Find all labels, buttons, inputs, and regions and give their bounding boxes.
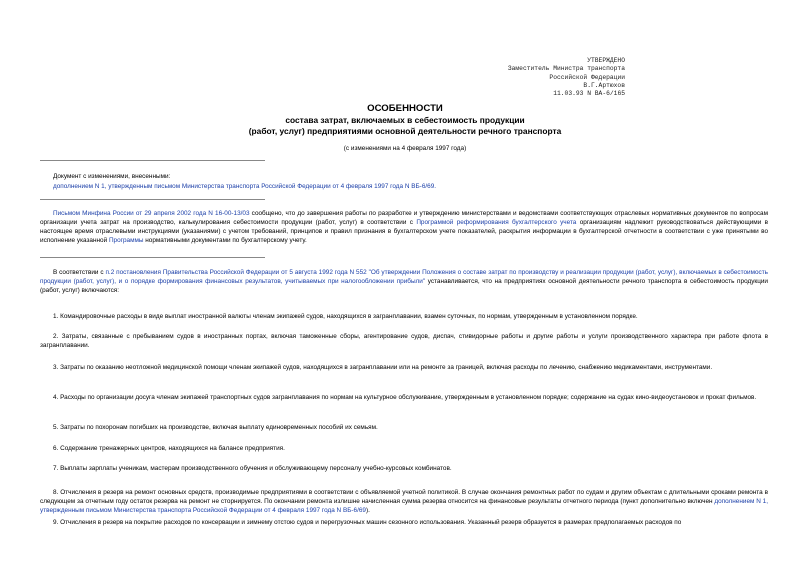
title-heading: ОСОБЕННОСТИ <box>367 103 443 114</box>
changes-intro: Документ с изменениями, внесенными: <box>53 173 171 180</box>
divider <box>40 160 265 161</box>
reform-program-link[interactable]: Программой реформирования бухгалтерского учета <box>416 219 577 227</box>
list-item: 2. Затраты, связанные с пребыванием судов в иностранных портах, включая таможенные сборы, агентирование судов, диспач, стивидорные работы и другие работы и услуги производственного характера при работе флота в загранплавании. <box>40 333 768 350</box>
list-item: 6. Содержание тренажерных центров, находящихся на балансе предприятия. <box>53 445 285 452</box>
title-subline-2: (работ, услуг) предприятиями основной деятельности речного транспорта <box>248 126 562 136</box>
document-title <box>40 103 770 138</box>
list-item: 7. Выплаты зарплаты ученикам, мастерам производственного обучения и обслуживающему персоналу учебно-курсовых комбинатов. <box>53 465 452 472</box>
edition-note: (с изменениями на 4 февраля 1997 года) <box>343 145 467 152</box>
intro-paragraph <box>40 268 768 295</box>
list-item: 3. Затраты по оказанию неотложной медицинской помощи членам экипажей судов, находящихся в загранплавании или на ремонте за границей, включая расходы по лечению, снабжению медикаментами, инструментами. <box>53 364 713 371</box>
approval-country: Российской Федерации <box>549 73 625 81</box>
title-subline-1: состава затрат, включаемых в себестоимость продукции <box>285 114 525 125</box>
divider <box>40 257 265 258</box>
approval-stamp <box>470 57 625 98</box>
program-link[interactable]: Программы <box>108 237 144 245</box>
minfin-note <box>40 209 768 245</box>
minfin-text-1: сообщено, что до завершения работы по разработке и утверждению министерствами и ведомствами соответствующих отраслевых нормативных документов по вопросам организации учета затрат на производство, калькулирования себестоимости продукции (работ, услуг) в соответствии с <box>40 210 768 227</box>
approval-label: УТВЕРЖДЕНО <box>587 57 625 64</box>
divider <box>40 199 265 200</box>
approval-signatory: В.Г.Артюхов <box>583 81 625 89</box>
changes-block <box>40 182 768 191</box>
item-8-text: 8. Отчисления в резерв на ремонт основных средств, производимые предприятиями в соответствии с объявляемой учетной политикой. В случае окончания ремонтных работ по судам и другим объектам с длительными сроками ремонта в следующем за отчетным году остаток резерва на ремонт не сторнируется. По окончании ремонта излишне начисленная сумма резерва относится на финансовые результаты отчетного периода (пункт дополнительно включен <box>40 489 768 506</box>
amendment-link[interactable]: дополнением N 1, утвержденным письмом Министерства транспорта Российской Федерации от 4 февраля 1997 года N ВБ-6/69. <box>53 183 437 190</box>
minfin-text-3: нормативными документами по бухгалтерскому учету. <box>143 237 307 245</box>
item-8-amendment-link[interactable]: дополнением N 1, утвержденным письмом Министерства транспорта Российской Федерации от 4 февраля 1997 года N ВБ-6/69 <box>40 498 768 515</box>
list-item <box>40 488 768 515</box>
approval-number: 11.03.93 N ВА-6/165 <box>553 90 625 98</box>
approval-position: Заместитель Министра транспорта <box>507 65 625 73</box>
minfin-text-2: организациям надлежит руководствоваться действующими в настоящее время отраслевыми инструкциями (указаниями) с учетом требований, принципов и правил признания в бухгалтерском учете показателей, раскрытия информации в бухгалтерской отчетности в соответствии с уже принятыми во исполнение указанной <box>40 219 769 245</box>
resolution-link[interactable]: п.2 постановления Правительства Российской Федерации от 5 августа 1992 года N 552 "Об утверждении Положения о составе затрат по производству и реализации продукции (работ, услуг), включаемых в себестоимость продукции (работ, услуг), и о порядке формирования финансовых результатов, учитываемых при налогообложении прибыли" <box>40 269 769 286</box>
intro-text-2: устанавливается, что на предприятиях основной деятельности речного транспорта в себестоимость продукции (работ, услуг) включаются: <box>40 278 768 295</box>
item-8-end: ). <box>365 507 370 515</box>
minfin-letter-link[interactable]: Письмом Минфина России от 29 апреля 2002 года N 16-00-13/03 <box>53 210 250 217</box>
list-item: 1. Командировочные расходы в виде выплат иностранной валюты членам экипажей судов, находящихся в загранплавании, взамен суточных, по нормам, утвержденным в установленном порядке. <box>53 313 638 320</box>
intro-text-1: В соответствии с <box>53 269 106 276</box>
list-item: 9. Отчисления в резерв на покрытие расходов по консервации и зимнему отстою судов и перегрузочных машин сезонного использования. Указанный резерв образуется в размерах предполагаемых расходов по <box>53 519 682 526</box>
list-item: 4. Расходы по организации досуга членам экипажей транспортных судов загранплавания по нормам на культурное обслуживание, утвержденным в установленном порядке; содержание на судах кино-видеоустановок и прокат фильмов. <box>53 394 757 401</box>
list-item: 5. Затраты по похоронам погибших на производстве, включая выплату единовременных пособий их семьям. <box>53 424 378 431</box>
